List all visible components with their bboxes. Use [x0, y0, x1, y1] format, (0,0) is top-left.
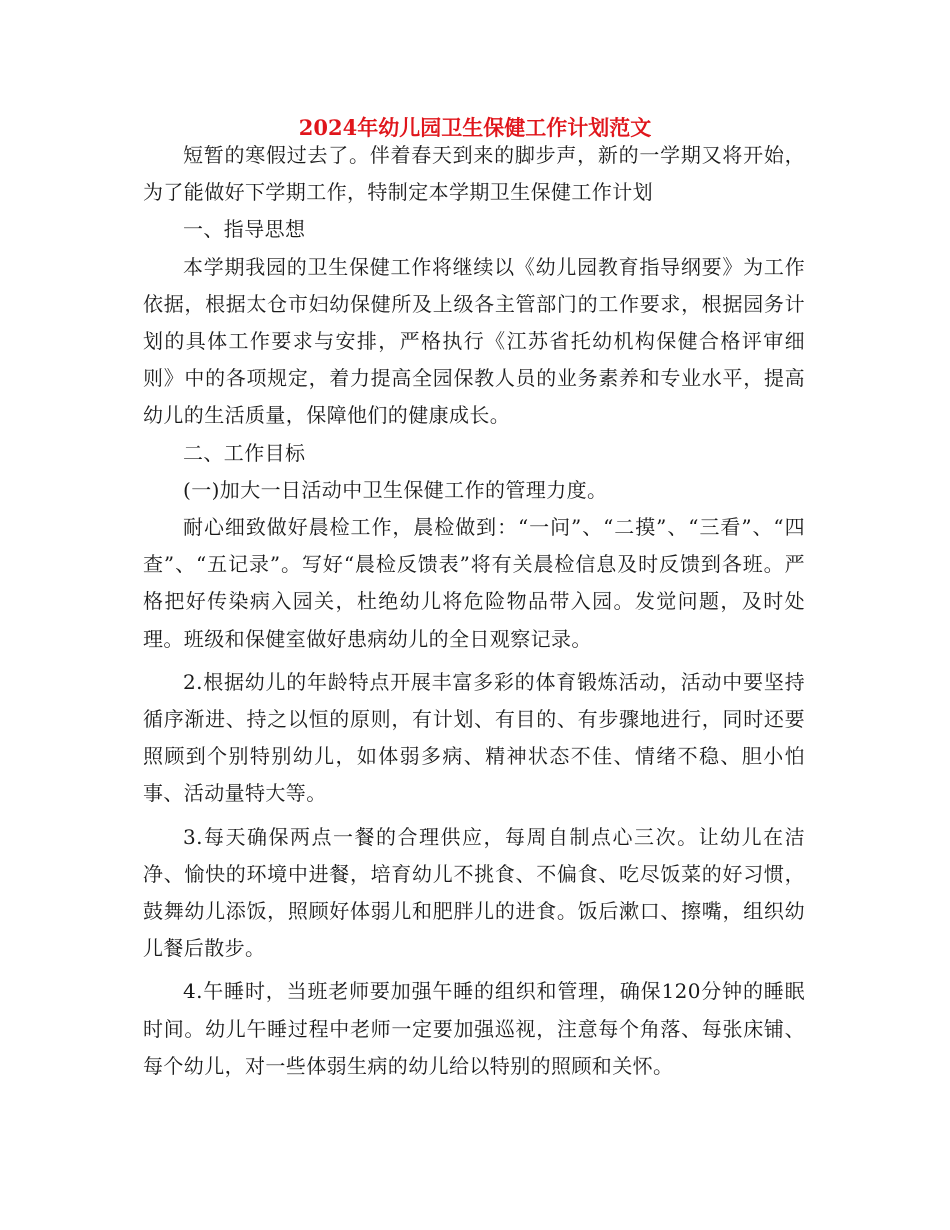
intro-paragraph: 短暂的寒假过去了。伴着春天到来的脚步声，新的一学期又将开始，为了能做好下学期工作，特制定本学期卫生保健工作计划 [143, 143, 805, 205]
section-heading-work-goals: 二、工作目标 [183, 440, 306, 465]
item-4-paragraph: 4.午睡时，当班老师要加强午睡的组织和管理，确保120分钟的睡眠时间。幼儿午睡过程中老师一定要加强巡视，注意每个角落、每张床铺、每个幼儿，对一些体弱生病的幼儿给以特别的照顾和关怀。 [143, 979, 805, 1078]
item-3-paragraph: 3.每天确保两点一餐的合理供应，每周自制点心三次。让幼儿在洁净、愉快的环境中进餐，培育幼儿不挑食、不偏食、吃尽饭菜的好习惯，鼓舞幼儿添饭，照顾好体弱儿和肥胖儿的进食。饭后漱口、擦嘴，组织幼儿餐后散步。 [143, 824, 805, 961]
document-body [143, 137, 805, 1085]
section-heading-guiding-ideology: 一、指导思想 [183, 217, 306, 242]
guiding-ideology-paragraph: 本学期我园的卫生保健工作将继续以《幼儿园教育指导纲要》为工作依据，根据太仓市妇幼保健所及上级各主管部门的工作要求，根据园务计划的具体工作要求与安排，严格执行《江苏省托幼机构保健合格评审细则》中的各项规定，着力提高全园保教人员的业务素养和专业水平，提高幼儿的生活质量，保障他们的健康成长。 [143, 254, 805, 428]
subsection-heading-daily-management: (一)加大一日活动中卫生保健工作的管理力度。 [183, 477, 608, 502]
document-title: 2024年幼儿园卫生保健工作计划范文 [298, 115, 652, 140]
morning-check-paragraph: 耐心细致做好晨检工作，晨检做到：“一问”、“二摸”、“三看”、“四查”、“五记录”。写好“晨检反馈表”将有关晨检信息及时反馈到各班。严格把好传染病入园关，杜绝幼儿将危险物品带入园。发觉问题，及时处理。班级和保健室做好患病幼儿的全日观察记录。 [143, 515, 805, 651]
item-2-paragraph: 2.根据幼儿的年龄特点开展丰富多彩的体育锻炼活动，活动中要坚持循序渐进、持之以恒的原则，有计划、有目的、有步骤地进行，同时还要照顾到个别特别幼儿，如体弱多病、精神状态不佳、情绪不稳、胆小怕事、活动量特大等。 [143, 669, 805, 806]
